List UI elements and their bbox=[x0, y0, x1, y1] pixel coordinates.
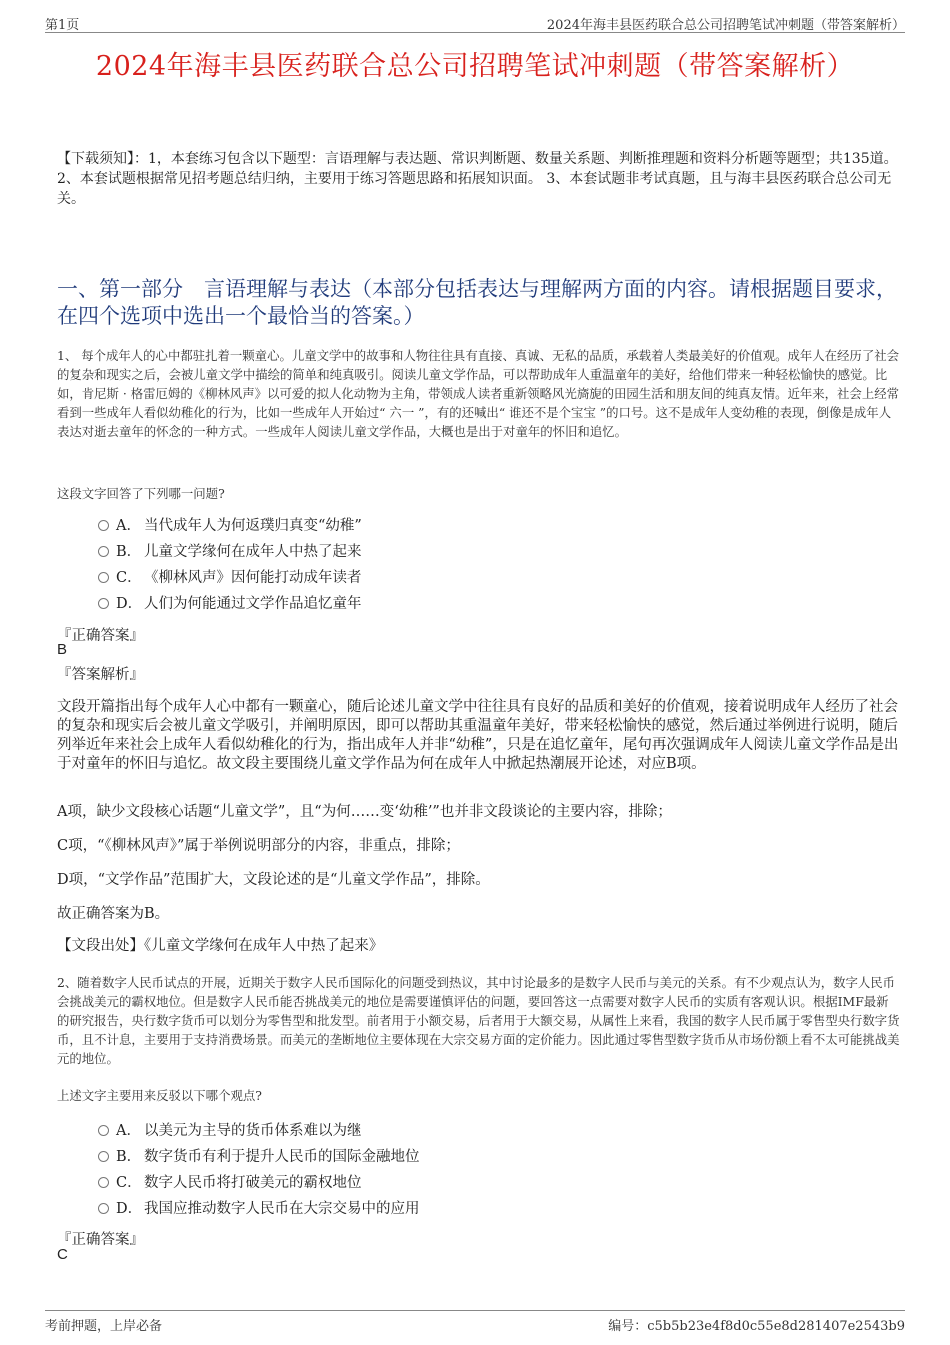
page-footer bbox=[45, 1310, 905, 1334]
footer-doc-id: 编号：c5b5b23e4f8d0c55e8d281407e2543b9 bbox=[608, 1319, 905, 1334]
question-2-option-c[interactable]: C． 数字人民币将打破美元的霸权地位 bbox=[98, 1172, 362, 1194]
radio-icon[interactable] bbox=[98, 520, 109, 531]
page-header bbox=[45, 12, 905, 33]
question-1-analysis-main: 文段开篇指出每个成年人心中都有一颗童心，随后论述儿童文学中往往具有良好的品质和美好的价值观，接着说明成年人经历了社会的复杂和现实后会被儿童文学吸引，并阐明原因，即可以帮助其重温童年美好，带来轻松愉快的感觉，然后通过举例进行说明，随后列举近年来社会上成年人看似幼稚化的行为，指出成年人并非“幼稚”，只是在追忆童年，尾句再次强调成年人阅读儿童文学作品是出于对童年的怀旧与追忆。故文段主要围绕儿童文学作品为何在成年人中掀起热潮展开论述，对应B项。 bbox=[57, 699, 899, 772]
footer-slogan: 考前押题，上岸必备 bbox=[45, 1319, 163, 1334]
question-1-analysis-c: C项，“《柳林风声》”属于举例说明部分的内容，非重点，排除； bbox=[57, 838, 460, 854]
question-2-option-b[interactable]: B． 数字货币有利于提升人民币的国际金融地位 bbox=[98, 1146, 420, 1168]
question-1-option-d[interactable]: D． 人们为何能通过文学作品追忆童年 bbox=[98, 593, 362, 615]
question-1-option-a[interactable]: A． 当代成年人为何返璞归真变“幼稚” bbox=[98, 515, 362, 537]
question-2-answer: C bbox=[57, 1246, 68, 1263]
radio-icon[interactable] bbox=[98, 1125, 109, 1136]
question-2-passage: 2、随着数字人民币试点的开展，近期关于数字人民币国际化的问题受到热议，其中讨论最多的是数字人民币与美元的关系。有不少观点认为，数字人民币会挑战美元的霸权地位。但是数字人民币能否挑战美元的地位是需要谨慎评估的问题，要回答这一点需要对数字人民币的实质有客观认识。根据IMF最新的研究报告，央行数字货币可以划分为零售型和批发型。前者用于小额交易，后者用于大额交易，从属性上来看，我国的数字人民币属于零售型央行数字货币，且不计息，主要用于支持消费场景。而美元的垄断地位主要体现在大宗交易方面的定价能力。因此通过零售型数字货币从市场份额上看不太可能挑战美元的地位。 bbox=[57, 975, 900, 1066]
question-1-passage: 1、 每个成年人的心中都驻扎着一颗童心。儿童文学中的故事和人物往往具有直接、真诚、无私的品质，承载着人类最美好的价值观。成年人在经历了社会的复杂和现实之后，会被儿童文学中描绘的简单和纯真吸引。阅读儿童文学作品，可以帮助成年人重温童年的美好，给他们带来一种轻松愉快的感觉。比如，肯尼斯 · 格雷厄姆的《柳林风声》以可爱的拟人化动物为主角，带领成人读者重新领略风光旖旎的田园生活和朋友间的纯真友情。近年来，社会上经常看到一些成年人看似幼稚化的行为，比如一些成年人开始过“ 六一 ”，有的还喊出“ 谁还不是个宝宝 ”的口号。这不是成年人变幼稚的表现，倒像是成年人表达对逝去童年的怀念的一种方式。一些成年人阅读儿童文学作品，大概也是出于对童年的怀旧和追忆。 bbox=[57, 348, 899, 439]
question-2-option-d[interactable]: D． 我国应推动数字人民币在大宗交易中的应用 bbox=[98, 1198, 420, 1220]
question-1-analysis-d: D项，“文学作品”范围扩大，文段论述的是“儿童文学作品”，排除。 bbox=[57, 872, 490, 888]
question-2-answer-label: 『正确答案』 bbox=[57, 1232, 144, 1248]
question-2-stem: 上述文字主要用来反驳以下哪个观点? bbox=[57, 1088, 262, 1103]
question-1-answer: B bbox=[57, 641, 68, 658]
radio-icon[interactable] bbox=[98, 1151, 109, 1162]
question-1-analysis-a: A项，缺少文段核心话题“儿童文学”，且“为何……变‘幼稚’”也并非文段谈论的主要内容，排除； bbox=[57, 804, 672, 820]
download-notice: 【下载须知】：1，本套练习包含以下题型：言语理解与表达题、常识判断题、数量关系题、判断推理题和资料分析题等题型；共135道。 2、本套试题根据常见招考题总结归纳，主要用于练习答题思路和拓展知识面。 3、本套试题非考试真题，且与海丰县医药联合总公司无关。 bbox=[57, 151, 898, 207]
radio-icon[interactable] bbox=[98, 1203, 109, 1214]
header-doc-title: 2024年海丰县医药联合总公司招聘笔试冲刺题（带答案解析） bbox=[546, 18, 905, 33]
question-1-answer-label: 『正确答案』 bbox=[57, 628, 144, 644]
question-1-stem: 这段文字回答了下列哪一问题? bbox=[57, 486, 225, 501]
radio-icon[interactable] bbox=[98, 598, 109, 609]
section-heading: 一、第一部分 言语理解与表达（本部分包括表达与理解两方面的内容。请根据题目要求，在四个选项中选出一个最恰当的答案。） bbox=[57, 277, 897, 328]
page-title: 2024年海丰县医药联合总公司招聘笔试冲刺题（带答案解析） bbox=[95, 51, 855, 82]
radio-icon[interactable] bbox=[98, 546, 109, 557]
question-1-option-c[interactable]: C． 《柳林风声》因何能打动成年读者 bbox=[98, 567, 362, 589]
question-1-conclusion: 故正确答案为B。 bbox=[57, 906, 170, 922]
radio-icon[interactable] bbox=[98, 1177, 109, 1188]
radio-icon[interactable] bbox=[98, 572, 109, 583]
question-1-analysis-label: 『答案解析』 bbox=[57, 667, 144, 683]
question-1-source: 【文段出处】《儿童文学缘何在成年人中热了起来》 bbox=[57, 938, 384, 954]
question-1-option-b[interactable]: B． 儿童文学缘何在成年人中热了起来 bbox=[98, 541, 362, 563]
question-2-option-a[interactable]: A． 以美元为主导的货币体系难以为继 bbox=[98, 1120, 362, 1142]
page-number: 第1页 bbox=[45, 18, 80, 33]
